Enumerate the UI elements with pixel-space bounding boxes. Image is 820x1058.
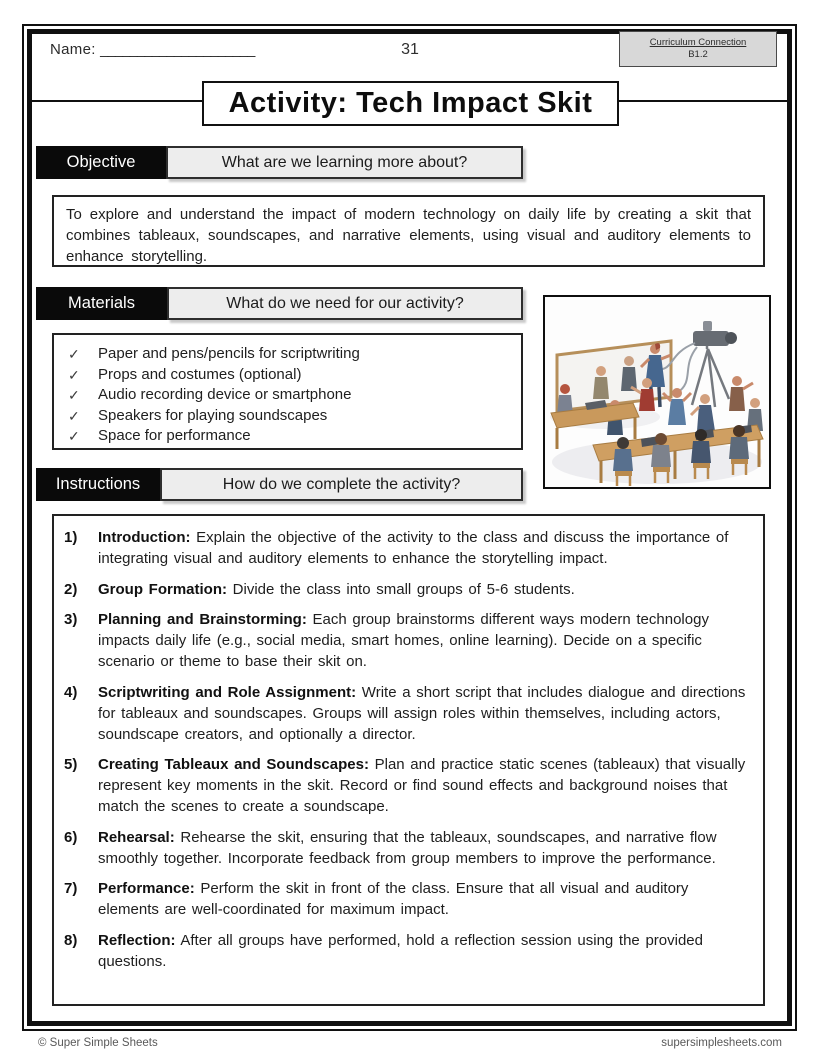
objective-question: What are we learning more about?: [166, 146, 523, 179]
step-text: Perform the skit in front of the class. Ensure that all visual and auditory elements are well-coordinated for maximum impact.: [98, 880, 689, 918]
checkmark-icon: ✓: [68, 366, 80, 383]
step-body: [98, 579, 749, 600]
materials-label: Materials: [36, 287, 167, 320]
checkmark-icon: ✓: [68, 407, 80, 424]
instructions-question: How do we complete the activity?: [160, 468, 523, 501]
material-item-label: Paper and pens/pencils for scriptwriting: [98, 345, 360, 362]
step-number: 3): [64, 611, 78, 628]
material-item: [68, 406, 513, 427]
footer-copyright: © Super Simple Sheets: [38, 1037, 158, 1049]
step-text: Each group brainstorms different ways modern technology impacts daily life (e.g., social media, smart homes, online learning). Decide on a specific scenario or theme to base their skit on.: [98, 611, 709, 670]
materials-header-row: [36, 287, 523, 320]
step-title: Planning and Brainstorming:: [98, 611, 307, 628]
curriculum-connection-box: [619, 31, 777, 67]
step-number: 1): [64, 529, 78, 546]
instruction-step: [64, 579, 749, 600]
material-item-label: Space for performance: [98, 427, 251, 444]
instruction-step: [64, 878, 749, 920]
step-body: [98, 527, 749, 569]
step-title: Reflection:: [98, 931, 176, 949]
footer-website-link[interactable]: supersimplesheets.com: [661, 1037, 782, 1049]
name-blank-line[interactable]: _____________________: [100, 41, 255, 58]
step-body: [98, 827, 749, 869]
step-number: 7): [64, 880, 78, 897]
material-item: [68, 365, 513, 386]
instruction-step: [64, 682, 749, 745]
checkmark-icon: ✓: [68, 428, 80, 444]
step-body: [98, 609, 749, 672]
step-number: 8): [64, 931, 78, 949]
name-label: Name:: [50, 41, 96, 58]
step-body: [98, 754, 749, 817]
step-text: Plan and practice static scenes (tableaux) that visually represent key moments in the skit. Record or find sound effects and background noises that match the scenes to create a soundscape.: [98, 756, 746, 815]
step-text: Explain the objective of the activity to the class and discuss the importance of integrating visual and auditory elements to enhance the storytelling impact.: [98, 529, 729, 567]
step-title: Rehearsal:: [98, 828, 175, 846]
step-body: [98, 878, 749, 920]
step-text: Divide the class into small groups of 5-6 students.: [227, 580, 575, 598]
page-title: Activity: Tech Impact Skit: [202, 81, 619, 126]
objective-text-box: To explore and understand the impact of modern technology on daily life by creating a skit that combines tableaux, soundscapes, and narrative elements, using visual and auditory elements to enhance storytelling.: [52, 195, 765, 267]
checkmark-icon: ✓: [68, 387, 80, 403]
step-body: [98, 682, 749, 745]
checkmark-icon: ✓: [68, 346, 80, 362]
curriculum-connection-title: Curriculum Connection: [649, 37, 747, 48]
step-text: Rehearse the skit, ensuring that the tableaux, soundscapes, and narrative flow smoothly together. Incorporate feedback from group members to improve the performance.: [98, 828, 717, 867]
objective-label: Objective: [36, 146, 166, 179]
name-row: [50, 41, 254, 58]
step-body: [98, 930, 749, 972]
instruction-step: [64, 527, 749, 569]
step-number: 4): [64, 683, 78, 701]
materials-list: [52, 333, 523, 450]
material-item-label: Props and costumes (optional): [98, 365, 302, 383]
step-title: Scriptwriting and Role Assignment:: [98, 683, 357, 701]
material-item: [68, 344, 513, 365]
material-item: [68, 385, 513, 406]
instruction-step: [64, 609, 749, 672]
step-title: Performance:: [98, 880, 195, 897]
classroom-skit-image: [543, 295, 771, 489]
step-title: Creating Tableaux and Soundscapes:: [98, 756, 369, 773]
material-item: [68, 426, 513, 447]
material-item-label: Speakers for playing soundscapes: [98, 406, 328, 424]
step-title: Introduction:: [98, 529, 191, 546]
step-number: 2): [64, 580, 78, 598]
instruction-step: [64, 930, 749, 972]
classroom-scene-illustration: [545, 297, 769, 487]
material-item-label: Audio recording device or smartphone: [98, 386, 352, 403]
instruction-step: [64, 754, 749, 817]
instruction-step: [64, 827, 749, 869]
objective-header-row: [36, 146, 523, 179]
page-number: 31: [401, 41, 419, 58]
instructions-header-row: [36, 468, 523, 501]
curriculum-connection-code: B1.2: [688, 49, 708, 60]
step-title: Group Formation:: [98, 580, 227, 598]
step-text: After all groups have performed, hold a reflection session using the provided questions.: [98, 931, 703, 970]
instructions-label: Instructions: [36, 468, 160, 501]
step-number: 5): [64, 756, 78, 773]
materials-question: What do we need for our activity?: [167, 287, 523, 320]
step-number: 6): [64, 828, 78, 846]
instructions-list: [52, 514, 765, 1006]
step-text: Write a short script that includes dialogue and directions for tableaux and soundscapes. Groups will assign roles within themselves, including actors, soundscape creators, and optionally a director.: [98, 683, 746, 743]
